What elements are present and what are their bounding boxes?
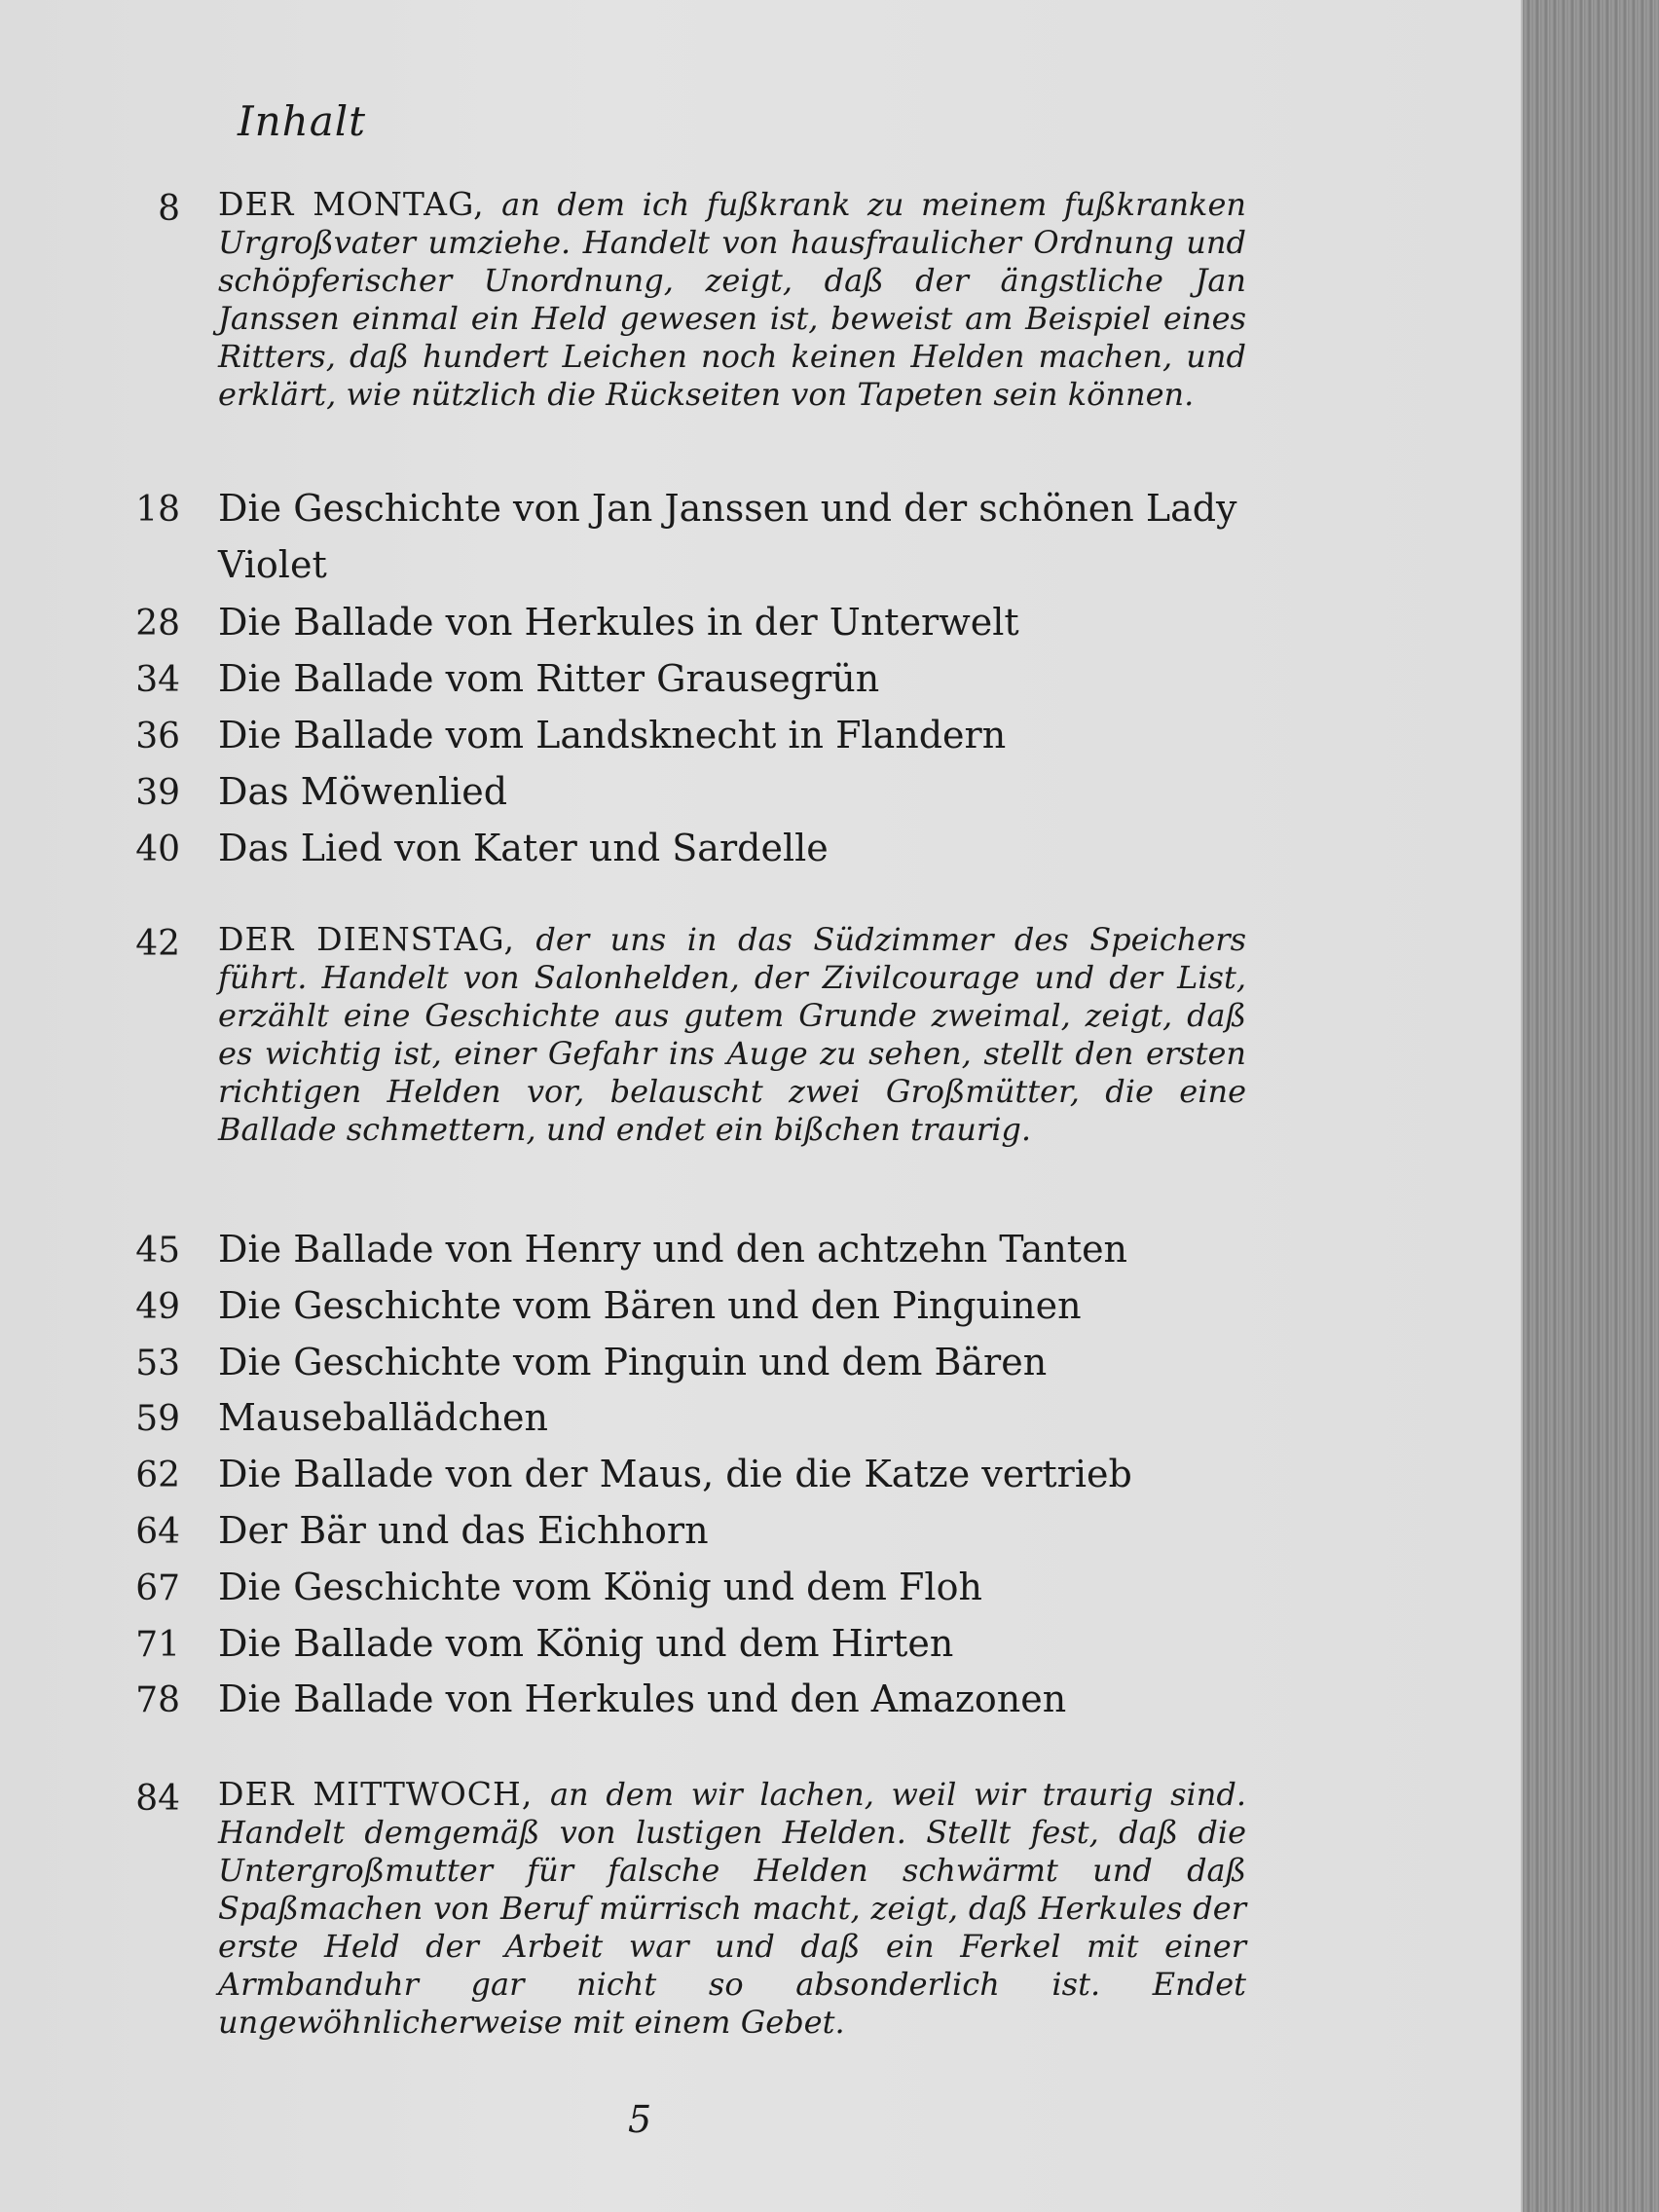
page-ref: 18 xyxy=(135,490,180,530)
toc-entry xyxy=(127,1615,1246,1672)
toc-entry xyxy=(127,1671,1246,1727)
page-ref: 34 xyxy=(135,660,180,700)
toc-entry xyxy=(127,1446,1246,1502)
section-summary: an dem ich fußkrank zu meinem fußkranken Urgroßvater umziehe. Handelt von hausfraulicher Ordnung und schöpferischer Unordnung, zeigt, daß der ängstliche Jan Janssen einmal ein Held gewesen ist, beweist am Beispiel eines Ritters, daß hundert Leichen noch keinen Helden machen, und erklärt, wie nützlich die Rückseiten von Tapeten sein können. xyxy=(218,186,1246,413)
toc-entry xyxy=(127,1277,1246,1334)
page-ref: 78 xyxy=(135,1680,180,1720)
page-ref: 71 xyxy=(135,1625,180,1665)
entry-title: Der Bär und das Eichhorn xyxy=(218,1509,709,1552)
section-day: DER MONTAG, xyxy=(218,185,485,223)
page-ref: 59 xyxy=(135,1399,180,1439)
toc-entry xyxy=(127,480,1246,593)
page-ref: 67 xyxy=(135,1568,180,1608)
page-ref: 40 xyxy=(135,830,180,869)
section-day: DER MITTWOCH, xyxy=(218,1775,534,1813)
page-number: 5 xyxy=(628,2098,652,2141)
toc-entry xyxy=(127,1389,1246,1446)
book-edge xyxy=(1521,0,1659,2212)
entry-title: Die Ballade von der Maus, die die Katze vertrieb xyxy=(218,1453,1132,1495)
section-summary: der uns in das Südzimmer des Speichers führt. Handelt von Salonhelden, der Zivilcourage und der List, erzählt eine Geschichte aus gutem Grunde zweimal, zeigt, daß es wichtig ist, einer Gefahr ins Auge zu sehen, stellt den ersten richtigen Helden vor, belauscht zwei Großmütter, die eine Ballade schmettern, und endet ein bißchen traurig. xyxy=(218,921,1246,1148)
page-ref: 28 xyxy=(135,604,180,644)
entry-title: Die Ballade vom König und dem Hirten xyxy=(218,1622,954,1665)
page-ref: 64 xyxy=(135,1512,180,1552)
page-ref: 62 xyxy=(135,1456,180,1495)
toc-entry xyxy=(127,1559,1246,1615)
toc-entry xyxy=(127,1334,1246,1390)
toc-section-tuesday xyxy=(127,920,1246,1149)
entry-title: Das Möwenlied xyxy=(218,770,508,813)
entry-title: Die Geschichte vom Bären und den Pinguinen xyxy=(218,1284,1082,1327)
entry-title: Das Lied von Kater und Sardelle xyxy=(218,827,829,869)
toc-section-monday xyxy=(127,185,1246,414)
entry-title: Die Ballade vom Ritter Grausegrün xyxy=(218,657,880,700)
page-ref: 45 xyxy=(135,1231,180,1271)
toc-section-wednesday xyxy=(127,1775,1246,2042)
toc-entry xyxy=(127,650,1246,707)
entry-title: Die Ballade von Herkules und den Amazonen xyxy=(218,1677,1067,1720)
entry-title: Die Geschichte von Jan Janssen und der schönen Lady Violet xyxy=(218,487,1237,586)
toc-entry xyxy=(127,1221,1246,1277)
toc-entry xyxy=(127,763,1246,820)
page-ref: 8 xyxy=(158,189,180,229)
page-ref: 39 xyxy=(135,773,180,813)
toc-entry xyxy=(127,1502,1246,1559)
entry-title: Die Ballade von Herkules in der Unterwelt xyxy=(218,601,1019,644)
entry-title: Mauseballädchen xyxy=(218,1396,549,1439)
page-ref: 42 xyxy=(135,924,180,964)
page-ref: 53 xyxy=(135,1344,180,1383)
entry-title: Die Geschichte vom König und dem Floh xyxy=(218,1566,982,1608)
page-ref: 49 xyxy=(135,1287,180,1327)
page-ref: 36 xyxy=(135,717,180,756)
toc-entry xyxy=(127,707,1246,763)
toc-heading: Inhalt xyxy=(238,97,367,145)
toc-entry xyxy=(127,820,1246,876)
entry-title: Die Geschichte vom Pinguin und dem Bären xyxy=(218,1341,1048,1383)
entry-title: Die Ballade vom Landsknecht in Flandern xyxy=(218,714,1007,756)
section-description xyxy=(218,185,1246,414)
section-description xyxy=(218,920,1246,1149)
page-ref: 84 xyxy=(135,1779,180,1819)
section-description xyxy=(218,1775,1246,2042)
entry-title: Die Ballade von Henry und den achtzehn Tanten xyxy=(218,1228,1128,1271)
section-summary: an dem wir lachen, weil wir traurig sind. Handelt demgemäß von lustigen Helden. Stellt fest, daß die Untergroßmutter für falsche Helden schwärmt und daß Spaßmachen von Beruf mürrisch macht, zeigt, daß Herkules der erste Held der Arbeit war und daß ein Ferkel mit einer Armbanduhr gar nicht so absonderlich ist. Endet ungewöhnlicherweise mit einem Gebet. xyxy=(218,1776,1247,2041)
toc-entry xyxy=(127,594,1246,650)
section-day: DER DIENSTAG, xyxy=(218,920,515,958)
